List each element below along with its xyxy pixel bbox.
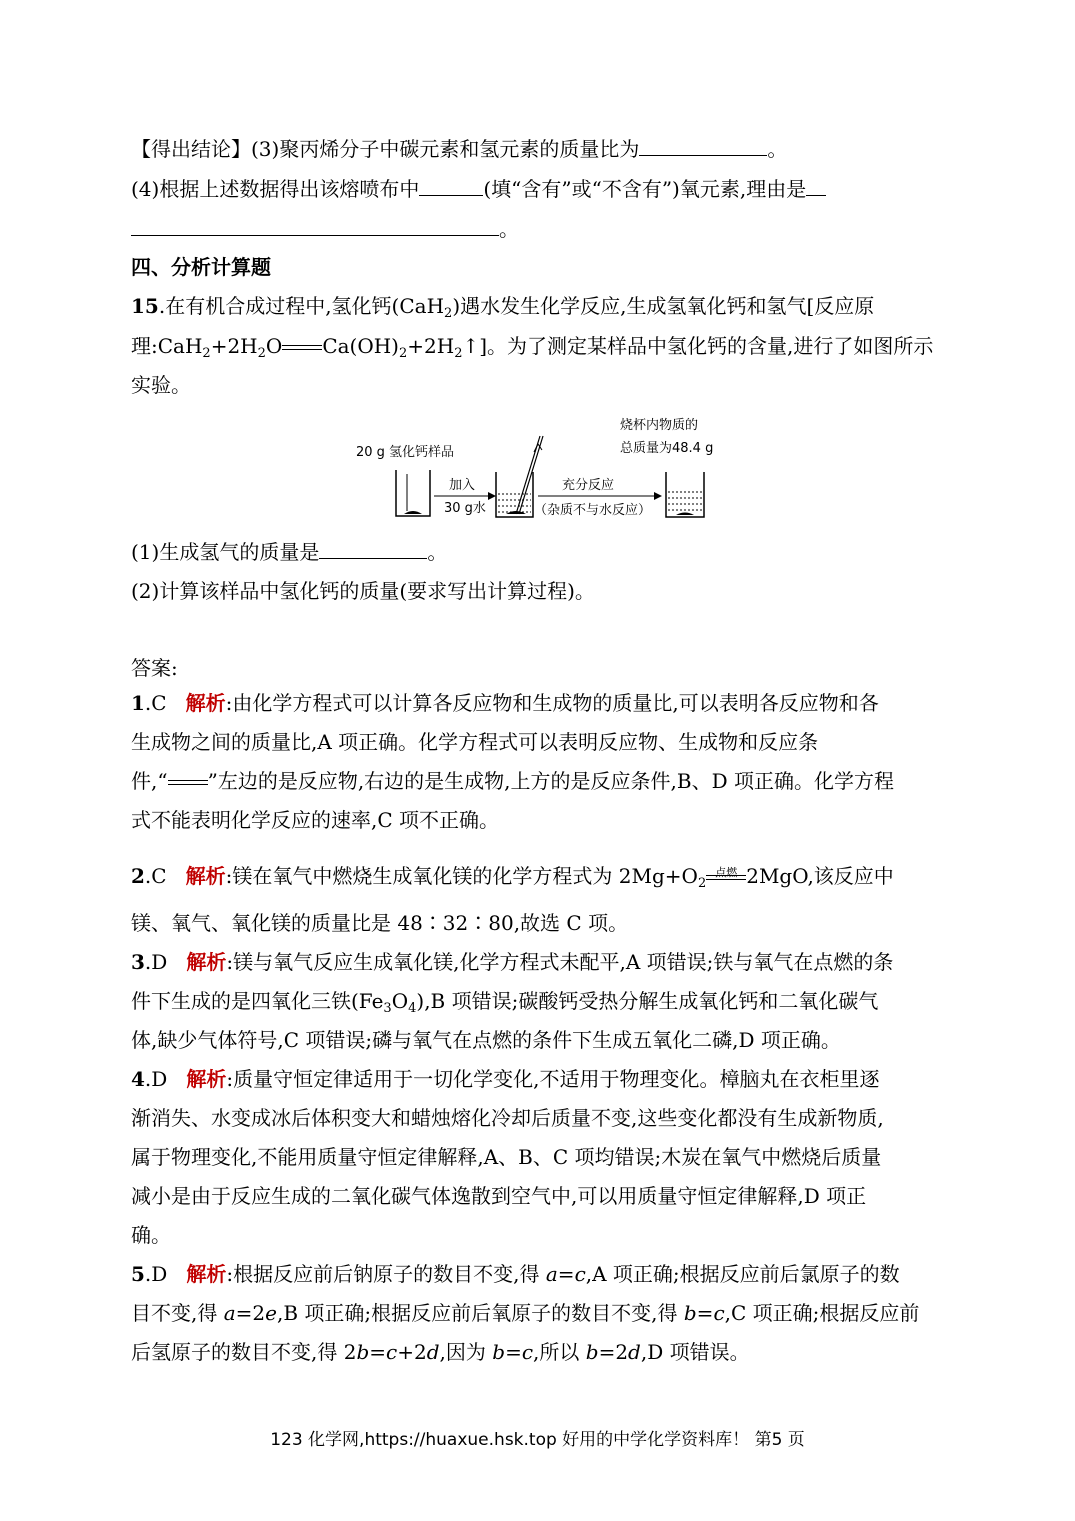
- q4-end: 。: [499, 217, 519, 241]
- answer-text: +2: [397, 1340, 427, 1364]
- diagram-note-label: （杂质不与水反应）: [534, 503, 652, 518]
- q15-text: Ca(OH): [322, 334, 399, 358]
- analysis-tag: 解析: [185, 864, 226, 888]
- answer-4-line4: 减小是由于反应生成的二氧化碳气体逸散到空气中,可以用质量守恒定律解释,D 项正: [131, 1184, 867, 1208]
- answer-number: 1: [131, 691, 145, 715]
- variable: b: [492, 1340, 506, 1364]
- answer-text: =2: [235, 1301, 266, 1325]
- variable: b: [683, 1301, 697, 1325]
- q15-text: O: [265, 334, 283, 358]
- equals-sign-icon: [282, 343, 322, 353]
- answer-text: =: [557, 1262, 575, 1286]
- q3-blank[interactable]: [639, 135, 767, 156]
- answer-choice: .D: [144, 1067, 168, 1091]
- answer-text: :镁与氧气反应生成氧化镁,化学方程式未配平,A 项错误;铁与氧气在点燃的条: [226, 950, 894, 974]
- answer-2-line1: 2.C 解析:镁在氧气中燃烧生成氧化镁的化学方程式为 $2Mg+O_2$ 点燃 2MgO,该反应中: [131, 862, 894, 890]
- section-title: 四、分析计算题: [131, 255, 271, 279]
- answer-1-line1: [131, 689, 879, 717]
- answer-text: ,因为: [439, 1340, 493, 1364]
- answer-text: ),B 项错误;碳酸钙受热分解生成氧化钙和二氧化碳气: [416, 989, 879, 1013]
- answer-text: :根据反应前后钠原子的数目不变,得: [226, 1262, 546, 1286]
- analysis-tag: 解析: [186, 1067, 227, 1091]
- answer-4-line2: 渐消失、水变成冰后体积变大和蜡烛熔化冷却后质量不变,这些变化都没有生成新物质,: [131, 1106, 884, 1130]
- answer-text: :质量守恒定律适用于一切化学变化,不适用于物理变化。樟脑丸在衣柜里逐: [226, 1067, 880, 1091]
- variable: a: [545, 1262, 558, 1286]
- variable: b: [356, 1340, 370, 1364]
- answer-number: 2: [131, 864, 145, 888]
- diagram-add-label: 加入: [449, 478, 476, 493]
- answer-text: =: [696, 1301, 714, 1325]
- q15-sub1: [131, 538, 447, 566]
- q3-end: 。: [767, 137, 788, 161]
- q4-blank-2[interactable]: [806, 175, 826, 196]
- answer-1-line3: [131, 767, 894, 795]
- answer-text: ,B 项正确;根据反应前后氧原子的数目不变,得: [276, 1301, 684, 1325]
- answer-5-line1: [131, 1260, 900, 1288]
- reaction-condition: 点燃: [715, 865, 738, 879]
- diagram-total-label-2: 总质量为48.4 g: [620, 441, 714, 456]
- answer-text: 2MgO,该反应中: [746, 864, 894, 888]
- q15-text: ↑]。为了测定某样品中氢化钙的含量,进行了如图所示: [462, 334, 934, 358]
- answer-text: =: [369, 1340, 387, 1364]
- answer-choice: .D: [144, 1262, 168, 1286]
- conclusion-q4: [131, 175, 826, 203]
- answer-choice: .C: [144, 691, 167, 715]
- q4-text-b: (填“含有”或“不含有”)氧元素,理由是: [483, 177, 807, 201]
- analysis-tag: 解析: [186, 1262, 227, 1286]
- answer-number: 5: [131, 1262, 145, 1286]
- analysis-tag: 解析: [186, 950, 227, 974]
- answer-5-line3: [131, 1338, 750, 1366]
- diagram-total-label-1: 烧杯内物质的: [620, 418, 699, 433]
- answer-3-line1: [131, 948, 893, 976]
- variable: d: [426, 1340, 440, 1364]
- q15-number: 15: [131, 294, 159, 318]
- q15-sub1-text: (1)生成氢气的质量是: [131, 540, 320, 564]
- q15-text: )遇水发生化学反应,生成氢氧化钙和氢气[反应原: [452, 294, 875, 318]
- variable: c: [521, 1340, 534, 1364]
- diagram-react-label: 充分反应: [562, 478, 615, 493]
- answer-text: 目不变,得: [131, 1301, 224, 1325]
- equals-sign-icon: [168, 778, 208, 788]
- q15-line2: 理$:CaH_2+2H_2O$ $Ca(OH)_2+2H_2↑$]。为了测定某样品中氢化钙的含量,进行了如图所示: [131, 334, 934, 361]
- q15-text: +2H: [210, 334, 258, 358]
- answer-1-line2: 生成物之间的质量比,A 项正确。化学方程式可以表明反应物、生成物和反应条: [131, 730, 819, 754]
- answer-text: :由化学方程式可以计算各反应物和生成物的质量比,可以表明各反应物和各: [225, 691, 879, 715]
- q15-text: +2H: [407, 334, 455, 358]
- answer-text: 件下生成的是四氧化三铁(Fe: [131, 989, 384, 1013]
- answer-4-line5: 确。: [131, 1223, 171, 1247]
- q4-blank-1[interactable]: [419, 175, 483, 196]
- q4-blank-3[interactable]: [131, 215, 499, 236]
- answer-3-line3: 体,缺少气体符号,C 项错误;磷与氧气在点燃的条件下生成五氧化二磷,D 项正确。: [131, 1028, 841, 1052]
- answer-5-line2: [131, 1299, 919, 1327]
- q15-line1: 15.在有机合成过程中,氢化钙(CaH$_2$)遇水发生化学反应,生成氢氧化钙和氢气[反应原: [131, 294, 875, 321]
- answer-text: =2: [598, 1340, 629, 1364]
- q15-sub2: (2)计算该样品中氢化钙的质量(要求写出计算过程)。: [131, 579, 595, 603]
- answer-text: :镁在氧气中燃烧生成氧化镁的化学方程式为 2Mg+O: [225, 864, 698, 888]
- answer-text: =: [505, 1340, 522, 1364]
- answer-number: 3: [131, 950, 145, 974]
- beaker-icon: [666, 472, 704, 517]
- diagram-sample-label: 20 g 氢化钙样品: [356, 445, 455, 460]
- variable: d: [628, 1340, 641, 1364]
- beaker-icon: [396, 470, 430, 516]
- q15-sub1-end: 。: [427, 540, 448, 564]
- q15-line3: 实验。: [131, 373, 191, 397]
- variable: c: [386, 1340, 398, 1364]
- conclusion-q3: [131, 135, 787, 163]
- variable: b: [585, 1340, 599, 1364]
- answer-3-line2: 件下生成的是四氧化三铁$(Fe_3O_4),B$ 项错误;碳酸钙受热分解生成氧化钙和二氧化碳气: [131, 989, 879, 1016]
- answers-label: 答案:: [131, 656, 178, 680]
- q3-text: (3)聚丙烯分子中碳元素和氢元素的质量比为: [251, 137, 640, 161]
- q15-text: .在有机合成过程中,氢化钙(CaH: [158, 294, 445, 318]
- answer-text: ,D 项错误。: [640, 1340, 750, 1364]
- variable: e: [265, 1301, 277, 1325]
- arrow-icon: [538, 492, 662, 500]
- diagram-water-label: 30 g水: [444, 501, 486, 516]
- answer-number: 4: [131, 1067, 145, 1091]
- answer-text: 件,“: [131, 769, 168, 793]
- answer-4-line1: [131, 1065, 880, 1093]
- answer-text: ,A 项正确;根据反应前后氯原子的数: [585, 1262, 900, 1286]
- arrow-icon: [434, 492, 496, 500]
- answer-1-line4: 式不能表明化学反应的速率,C 项不正确。: [131, 808, 500, 832]
- equals-sign-icon: [706, 865, 746, 883]
- page-footer: 123 化学网,https://huaxue.hsk.top 好用的中学化学资料库！ 第5 页: [270, 1430, 805, 1450]
- answer-text: 后氢原子的数目不变,得 2: [131, 1340, 357, 1364]
- experiment-diagram: [348, 416, 728, 526]
- conclusion-head: 【得出结论】: [131, 137, 251, 161]
- variable: c: [574, 1262, 586, 1286]
- answer-2-line2: 镁、氧气、氧化镁的质量比是 48∶32∶80,故选 C 项。: [131, 911, 629, 935]
- variable: a: [223, 1301, 236, 1325]
- variable: c: [713, 1301, 725, 1325]
- q15-sub1-blank[interactable]: [319, 538, 427, 559]
- answer-choice: .D: [144, 950, 168, 974]
- analysis-tag: 解析: [185, 691, 226, 715]
- answer-text: O: [391, 989, 409, 1013]
- answer-text: ”左边的是反应物,右边的是生成物,上方的是反应条件,B、D 项正确。化学方程: [207, 769, 894, 793]
- q15-text: 理:CaH: [131, 334, 203, 358]
- q4-text-a: (4)根据上述数据得出该熔喷布中: [131, 177, 420, 201]
- answer-choice: .C: [144, 864, 167, 888]
- answer-text: ,C 项正确;根据反应前: [724, 1301, 920, 1325]
- conclusion-q4-cont: [131, 215, 519, 243]
- answer-text: ,所以: [533, 1340, 586, 1364]
- answer-4-line3: 属于物理变化,不能用质量守恒定律解释,A、B、C 项均错误;木炭在氧气中燃烧后质量: [131, 1145, 882, 1169]
